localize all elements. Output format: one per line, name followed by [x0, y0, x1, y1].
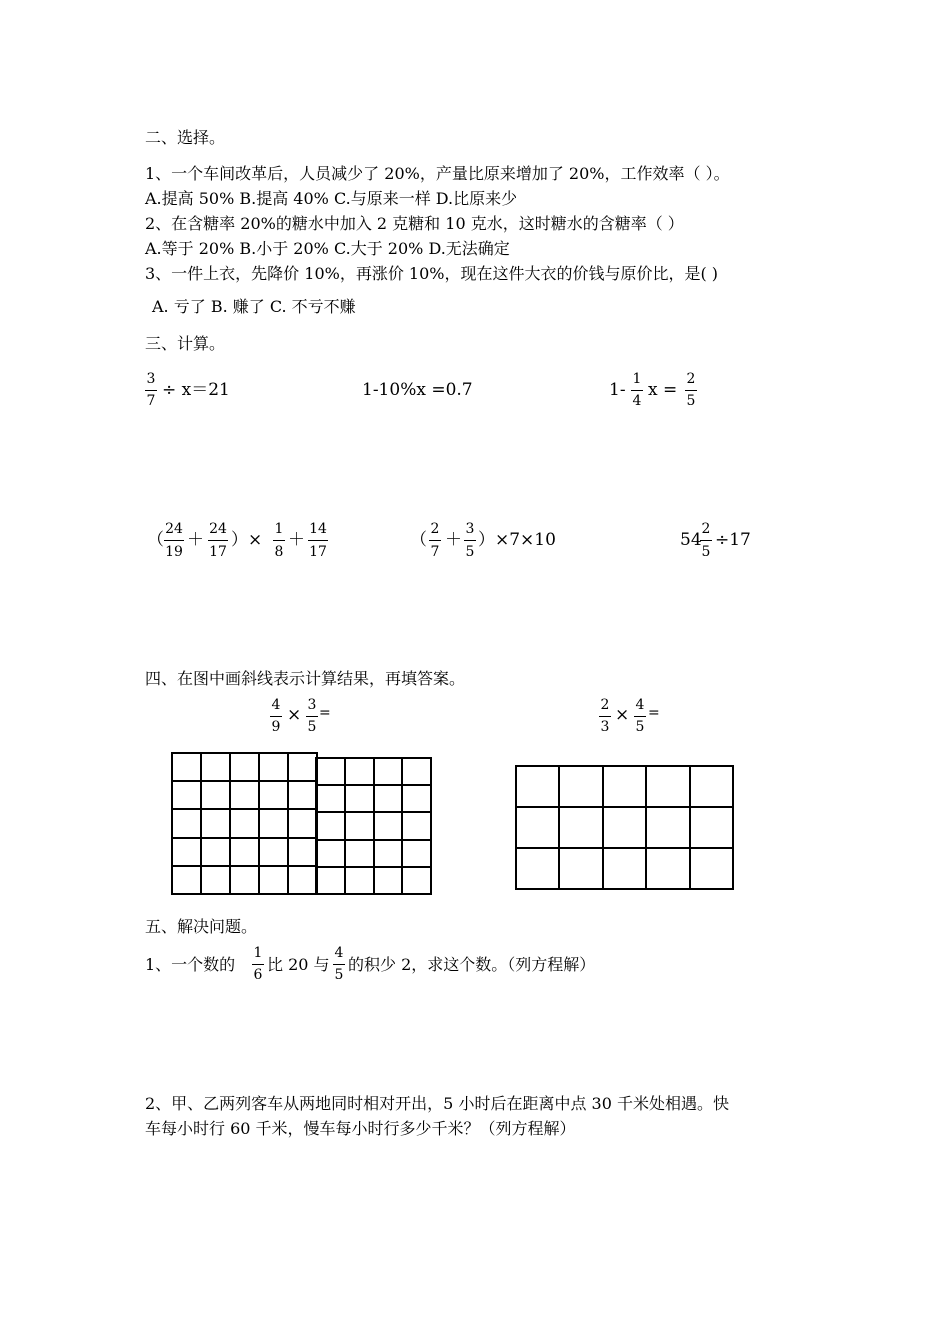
fraction-bar [308, 540, 328, 541]
fraction-numerator: 1 [632, 371, 642, 387]
times-sign: × [615, 705, 630, 725]
fraction-denominator: 7 [146, 393, 156, 409]
equation-3-mid: x = [648, 380, 678, 400]
fraction-denominator: 8 [274, 544, 284, 560]
times-sign: × [287, 705, 302, 725]
plus-sign: ＋ [187, 530, 204, 550]
fraction-bar [333, 964, 345, 965]
grid-1-right-block [315, 757, 432, 895]
question-2-2-options: A.等于 20% B.小于 20% C.大于 20% D.无法确定 [145, 239, 510, 258]
plus-sign: ＋ [445, 530, 462, 550]
fraction-denominator: 5 [686, 393, 696, 409]
grid-2 [515, 765, 734, 890]
fraction-numerator: 14 [309, 521, 327, 537]
fraction-numerator: 4 [271, 697, 281, 713]
fraction-denominator: 19 [165, 544, 183, 560]
section-2-heading: 二、选择。 [145, 128, 226, 147]
fraction-bar [306, 716, 318, 717]
fraction-numerator: 2 [600, 697, 610, 713]
question-5-2-line-2: 车每小时行 60 千米，慢车每小时行多少千米？（列方程解） [145, 1119, 576, 1138]
fraction-numerator: 24 [209, 521, 227, 537]
fraction-denominator: 5 [635, 719, 645, 735]
equation-3-lead: 1- [609, 380, 626, 400]
question-2-1: 1、一个车间改革后，人员减少了 20%，产量比原来增加了 20%，工作效率（ ）。 [145, 164, 730, 183]
question-2-3: 3、一件上衣，先降价 10%，再涨价 10%，现在这件大衣的价钱与原价比，是( ) [145, 264, 719, 283]
fraction-denominator: 5 [465, 544, 475, 560]
fraction-bar [599, 716, 611, 717]
fraction-denominator: 5 [334, 967, 344, 983]
fraction-bar [270, 716, 282, 717]
equation-1-rest: ÷ x＝21 [162, 380, 230, 400]
fraction-numerator: 2 [686, 371, 696, 387]
section-3-heading: 三、计算。 [145, 334, 226, 353]
fraction-numerator: 3 [307, 697, 317, 713]
paren-open: （ [147, 530, 164, 550]
fraction-bar [252, 964, 264, 965]
question-2-3-options: A. 亏了 B. 赚了 C. 不亏不赚 [152, 297, 356, 316]
fraction-denominator: 5 [701, 544, 711, 560]
fraction-numerator: 2 [430, 521, 440, 537]
question-5-1-pre: 1、一个数的 [145, 955, 236, 974]
fraction-denominator: 3 [600, 719, 610, 735]
calculation-3-rest: ÷17 [715, 530, 751, 550]
fraction-denominator: 17 [209, 544, 227, 560]
fraction-denominator: 4 [632, 393, 642, 409]
plus-sign: ＋ [288, 530, 305, 550]
fraction-bar [429, 540, 441, 541]
fraction-numerator: 24 [165, 521, 183, 537]
fraction-bar [208, 540, 228, 541]
equals-sign: = [648, 705, 660, 721]
paren-close-times: ）× [231, 530, 263, 550]
fraction-bar [634, 716, 646, 717]
question-5-1-mid: 比 20 与 [267, 955, 330, 974]
fraction-numerator: 3 [465, 521, 475, 537]
fraction-bar [700, 540, 712, 541]
fraction-numerator: 2 [701, 521, 711, 537]
equation-2: 1-10%x =0.7 [362, 380, 473, 400]
question-5-2-line-1: 2、甲、乙两列客车从两地同时相对开出，5 小时后在距离中点 30 千米处相遇。快 [145, 1094, 729, 1113]
fraction-bar [685, 390, 697, 391]
equals-sign: = [319, 705, 331, 721]
fraction-bar [464, 540, 476, 541]
fraction-denominator: 9 [271, 719, 281, 735]
fraction-numerator: 1 [274, 521, 284, 537]
question-2-2: 2、在含糖率 20%的糖水中加入 2 克糖和 10 克水，这时糖水的含糖率（ ） [145, 214, 684, 233]
paren-close-rest: ）×7×10 [478, 530, 556, 550]
mixed-whole: 54 [680, 530, 702, 550]
fraction-numerator: 3 [146, 371, 156, 387]
paren-open: （ [410, 530, 427, 550]
fraction-denominator: 7 [430, 544, 440, 560]
fraction-numerator: 4 [334, 945, 344, 961]
section-4-heading: 四、在图中画斜线表示计算结果，再填答案。 [145, 669, 466, 688]
fraction-denominator: 5 [307, 719, 317, 735]
fraction-numerator: 1 [253, 945, 263, 961]
question-2-1-options: A.提高 50% B.提高 40% C.与原来一样 D.比原来少 [145, 189, 518, 208]
fraction-bar [631, 390, 643, 391]
fraction-bar [273, 540, 285, 541]
grid-1-left-block [171, 752, 318, 895]
fraction-bar [164, 540, 184, 541]
section-5-heading: 五、解决问题。 [145, 917, 258, 936]
fraction-denominator: 6 [253, 967, 263, 983]
fraction-bar [145, 390, 157, 391]
fraction-numerator: 4 [635, 697, 645, 713]
question-5-1-post: 的积少 2，求这个数。（列方程解） [348, 955, 596, 974]
fraction-denominator: 17 [309, 544, 327, 560]
